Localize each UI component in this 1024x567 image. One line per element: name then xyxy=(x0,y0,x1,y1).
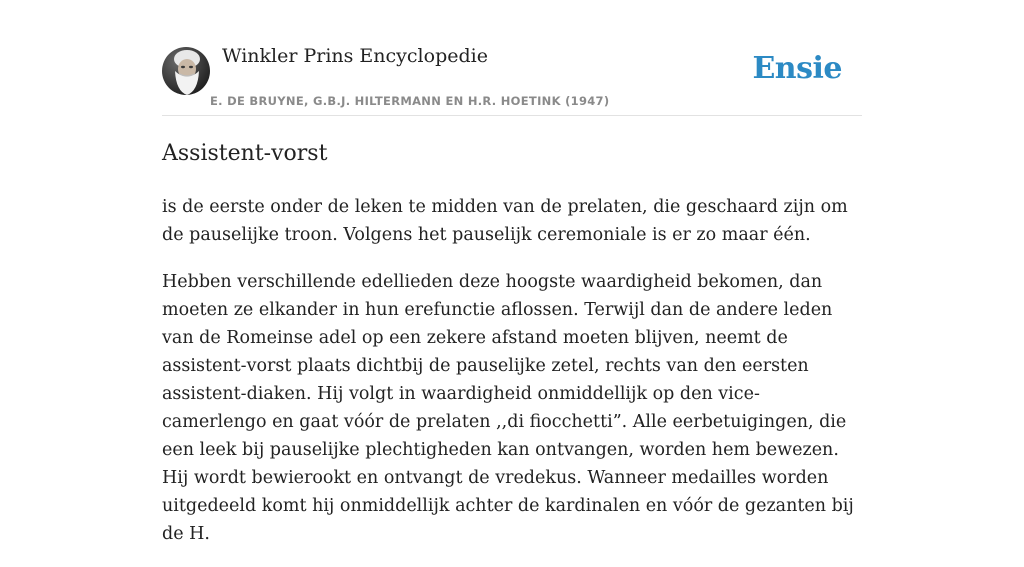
ensie-logo[interactable]: Ensie xyxy=(752,51,842,86)
source-title[interactable]: Winkler Prins Encyclopedie xyxy=(222,45,488,67)
bearded-man-portrait-icon xyxy=(162,47,210,95)
source-authors: E. DE BRUYNE, G.B.J. HILTERMANN EN H.R. HOETINK (1947) xyxy=(210,94,610,108)
entry-paragraph: is de eerste onder de leken te midden van de prelaten, die geschaard zijn om de pauselijke troon. Volgens het pauselijk ceremoniale is er zo maar één. xyxy=(162,197,848,245)
entry-title: Assistent-vorst xyxy=(162,141,328,166)
entry-body xyxy=(162,193,864,567)
source-header xyxy=(162,0,862,116)
entry-paragraph: Hebben verschillende edellieden deze hoogste waardigheid bekomen, dan moeten ze elkander in hun erefunctie aflossen. Terwijl dan de andere leden van de Romeinse adel op een zekere afstand moeten blijven, neemt de assistent-vorst plaats dichtbij de pauselijke zetel, rechts van den eersten assistent-diaken. Hij volgt in waardigheid onmiddellijk op den vice-camerlengo en gaat vóór de prelaten ,,di fiocchetti”. Alle eerbetuigingen, die een leek bij pauselijke plechtigheden kan ontvangen, worden hem bewezen. Hij wordt bewierookt en ontvangt de vredekus. Wanneer medailles worden uitgedeeld komt hij onmiddellijk achter de kardinalen en vóór de gezanten bij de H. xyxy=(162,272,854,544)
author-avatar[interactable] xyxy=(162,47,210,95)
page xyxy=(162,0,862,544)
